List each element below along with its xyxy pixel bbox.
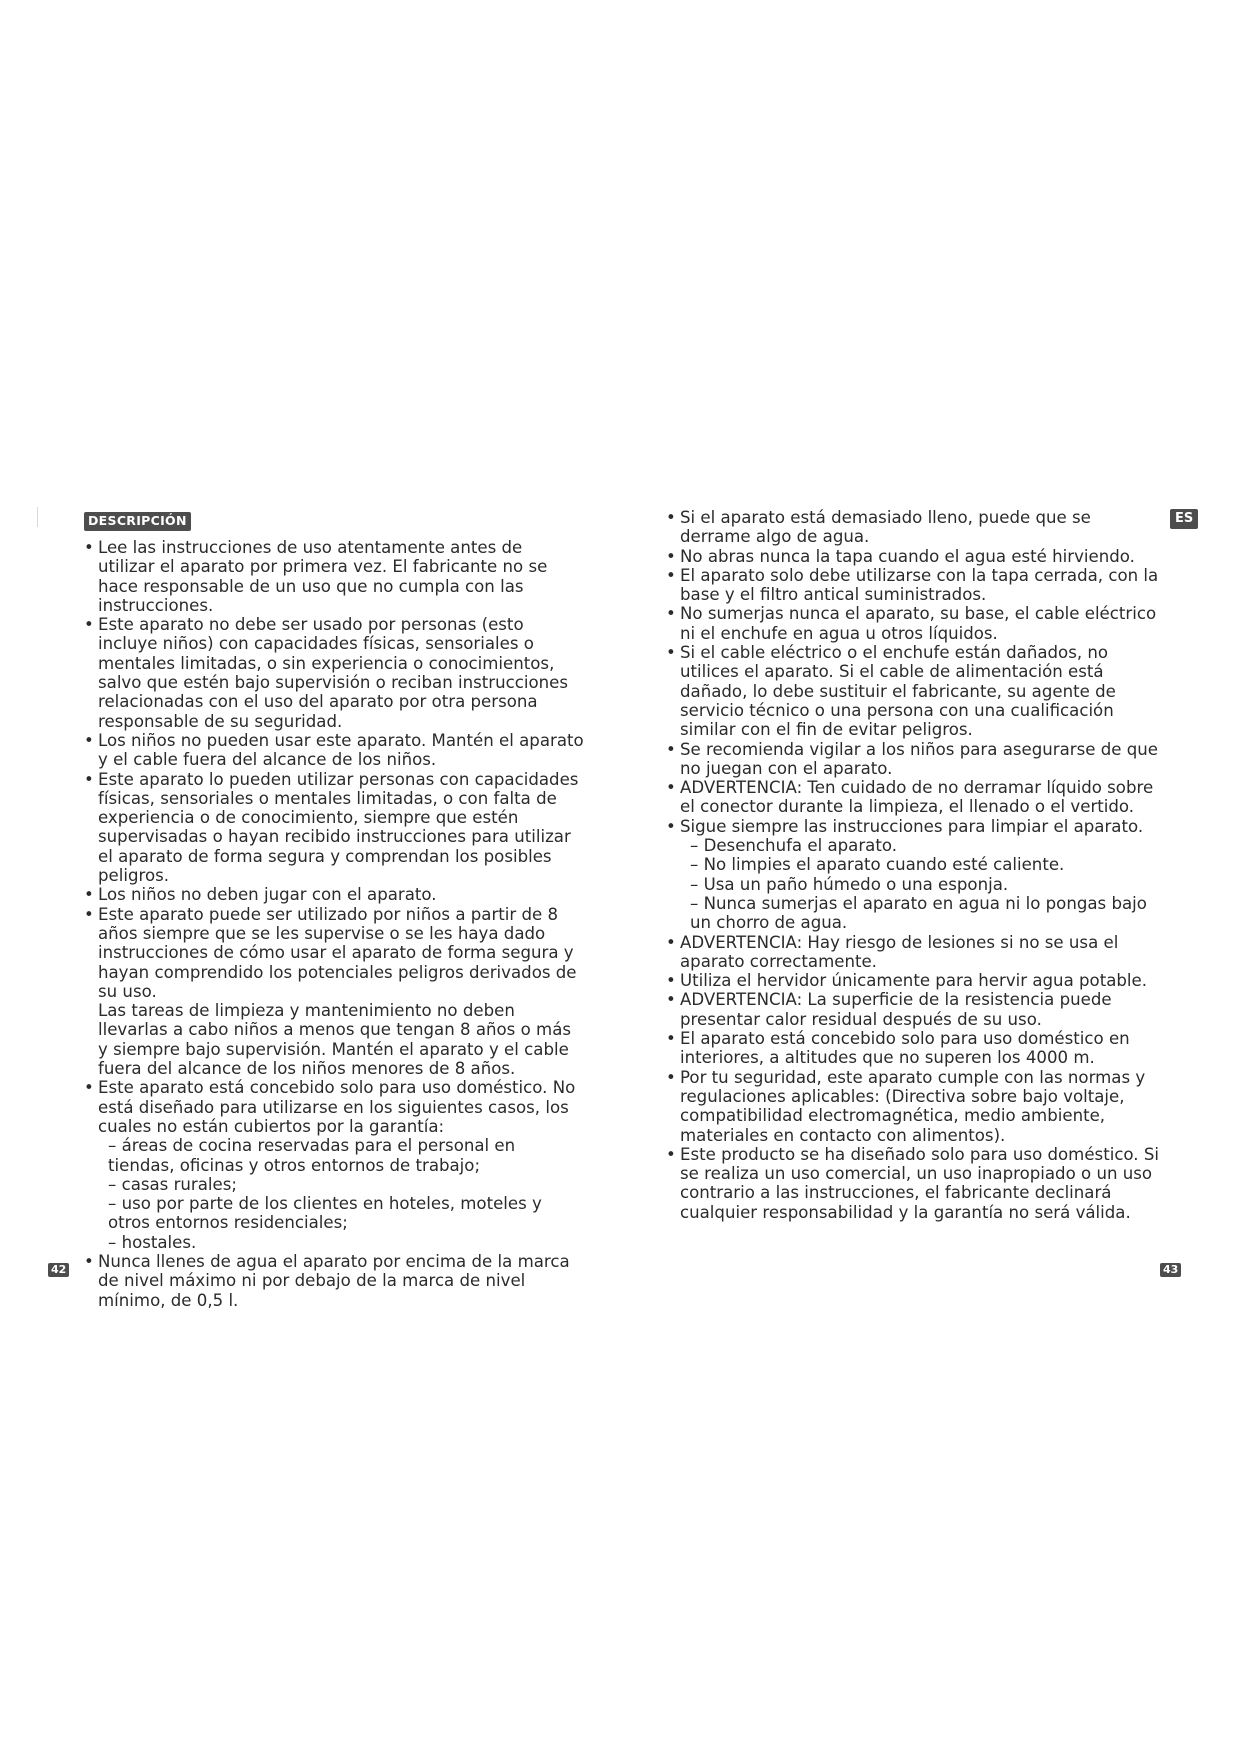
list-item (666, 1029, 1162, 1068)
list-item (666, 1068, 1162, 1145)
list-item-text: • Los niños no pueden usar este aparato. Mantén el aparato y el cable fuera del alcance de los niños. (98, 730, 584, 770)
left-column (84, 538, 584, 1310)
list-item (666, 604, 1162, 643)
list-item (84, 538, 584, 615)
list-item-text: • Sigue siempre las instrucciones para limpiar el aparato. (680, 816, 1144, 836)
list-item-text: • Este producto se ha diseñado solo para uso doméstico. Si se realiza un uso comercial, un uso inapropiado o un uso contrario a las instrucciones, el fabricante declinará cualquier responsabilidad y la garantía no será válida. (680, 1144, 1159, 1222)
list-item (666, 971, 1162, 990)
page-number-left: 42 (48, 1263, 69, 1277)
list-item-text: • Nunca llenes de agua el aparato por encima de la marca de nivel máximo ni por debajo de la marca de nivel mínimo, de 0,5 l. (98, 1251, 570, 1310)
list-item (666, 933, 1162, 972)
list-item-text: • ADVERTENCIA: Hay riesgo de lesiones si no se usa el aparato correctamente. (680, 932, 1119, 971)
list-item (666, 778, 1162, 817)
list-item-text: • Lee las instrucciones de uso atentamente antes de utilizar el aparato por primera vez. El fabricante no se hace responsable de un uso que no cumpla con las instrucciones. (98, 538, 548, 615)
list-item-extra-text: Las tareas de limpieza y mantenimiento no deben llevarlas a cabo niños a menos que tengan 8 años o más y siempre bajo supervisión. Mantén el aparato y el cable fuera del alcance de los niños menores de 8 años. (98, 1001, 572, 1079)
list-item-text: • Si el cable eléctrico o el enchufe están dañados, no utilices el aparato. Si el cable de alimentación está dañado, lo debe sustituir el fabricante, su agente de servicio técnico o una persona con una cualificación similar con el fin de evitar peligros. (680, 643, 1116, 740)
list-item-text: • Por tu seguridad, este aparato cumple con las normas y regulaciones aplicables: (Directiva sobre bajo voltaje, compatibilidad electromagnética, medio ambiente, materiales en contacto con alimentos). (680, 1067, 1146, 1145)
list-item-text: • Este aparato puede ser utilizado por niños a partir de 8 años siempre que se les supervise o se les haya dado instrucciones de cómo usar el aparato de forma segura y hayan comprendido los potenciales peligros derivados de su uso. (98, 904, 577, 1001)
list-item-text: • ADVERTENCIA: Ten cuidado de no derramar líquido sobre el conector durante la limpieza, el llenado o el vertido. (680, 778, 1154, 817)
list-item-text: • Este aparato está concebido solo para uso doméstico. No está diseñado para utilizarse en los siguientes casos, los cuales no están cubiertos por la garantía: (98, 1078, 576, 1136)
list-item (666, 508, 1162, 547)
language-tag: ES (1170, 509, 1198, 529)
sub-item: – Desenchufa el aparato. (690, 836, 897, 856)
right-bullet-list (666, 508, 1162, 1222)
margin-rule (37, 507, 38, 527)
sub-item: – No limpies el aparato cuando esté caliente. (690, 855, 1065, 875)
list-item-text: • El aparato solo debe utilizarse con la tapa cerrada, con la base y el filtro antical suministrados. (680, 565, 1159, 605)
section-tag: DESCRIPCIÓN (84, 512, 191, 531)
list-item (666, 547, 1162, 566)
list-item-text: • No sumerjas nunca el aparato, su base, el cable eléctrico ni el enchufe en agua u otros líquidos. (680, 604, 1157, 643)
list-item (84, 1078, 584, 1252)
list-item-text: • Se recomienda vigilar a los niños para asegurarse de que no juegan con el aparato. (680, 739, 1158, 778)
list-item (84, 770, 584, 886)
right-column (666, 508, 1162, 1222)
list-item-text: • Este aparato no debe ser usado por personas (esto incluye niños) con capacidades físicas, sensoriales o mentales limitadas, o sin experiencia o conocimientos, salvo que estén bajo supervisión o reciban instrucciones relacionadas con el uso del aparato por otra persona responsable de su seguridad. (98, 615, 568, 731)
page-number-right: 43 (1160, 1263, 1181, 1277)
list-item-text: • Los niños no deben jugar con el aparato. (98, 885, 437, 905)
left-bullet-list (84, 538, 584, 1310)
list-item (666, 990, 1162, 1029)
sub-item: – Nunca sumerjas el aparato en agua ni lo pongas bajo un chorro de agua. (690, 893, 1147, 933)
sub-item: – Usa un paño húmedo o una esponja. (690, 874, 1009, 894)
list-item (666, 740, 1162, 779)
list-item-text: • Si el aparato está demasiado lleno, puede que se derrame algo de agua. (680, 508, 1091, 547)
list-item (84, 615, 584, 731)
list-item (666, 566, 1162, 605)
sub-item: – áreas de cocina reservadas para el personal en tiendas, oficinas y otros entornos de trabajo; (108, 1136, 516, 1175)
list-item-text: • ADVERTENCIA: La superficie de la resistencia puede presentar calor residual después de su uso. (680, 990, 1112, 1029)
list-item (666, 1145, 1162, 1222)
list-item (84, 885, 584, 904)
sub-item: – uso por parte de los clientes en hoteles, moteles y otros entornos residenciales; (108, 1194, 542, 1233)
list-item (84, 905, 584, 1079)
list-item-text: • Utiliza el hervidor únicamente para hervir agua potable. (680, 971, 1147, 991)
list-item (666, 817, 1162, 933)
list-item-text: • No abras nunca la tapa cuando el agua esté hirviendo. (680, 546, 1135, 566)
list-item-text: • El aparato está concebido solo para uso doméstico en interiores, a altitudes que no superen los 4000 m. (680, 1029, 1130, 1068)
list-item (84, 731, 584, 770)
sub-item: – hostales. (108, 1232, 197, 1252)
sub-item: – casas rurales; (108, 1174, 237, 1194)
list-item-text: • Este aparato lo pueden utilizar personas con capacidades físicas, sensoriales o mentales limitadas, o con falta de experiencia o de conocimiento, siempre que estén supervisadas o hayan recibido instrucciones para utilizar el aparato de forma segura y comprendan los posibles peligros. (98, 769, 579, 886)
list-item (666, 643, 1162, 739)
list-item (84, 1252, 584, 1310)
